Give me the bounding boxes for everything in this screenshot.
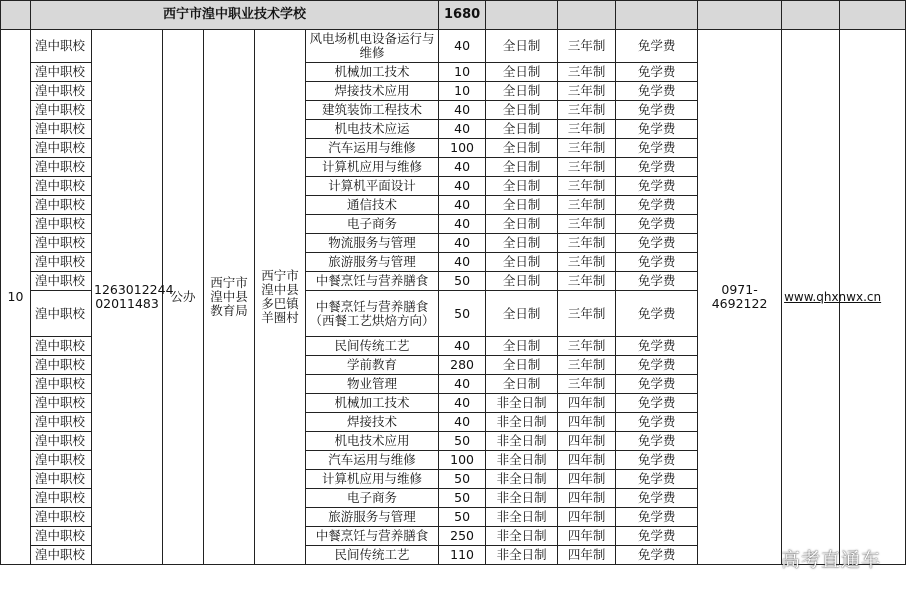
study-mode: 非全日制 — [486, 546, 558, 565]
study-years: 三年制 — [558, 30, 616, 63]
study-years: 三年制 — [558, 215, 616, 234]
enrollment-plan: 40 — [439, 215, 486, 234]
study-mode: 全日制 — [486, 196, 558, 215]
study-mode: 全日制 — [486, 356, 558, 375]
study-years: 三年制 — [558, 375, 616, 394]
table-row — [1, 30, 906, 63]
enrollment-plan: 50 — [439, 432, 486, 451]
study-mode: 非全日制 — [486, 451, 558, 470]
study-years: 三年制 — [558, 63, 616, 82]
study-years: 三年制 — [558, 291, 616, 337]
website-link[interactable]: www.qhxnwx.cn — [782, 30, 840, 565]
enrollment-plan: 40 — [439, 253, 486, 272]
school-short-name: 湟中职校 — [31, 139, 92, 158]
study-years: 三年制 — [558, 177, 616, 196]
study-years: 三年制 — [558, 120, 616, 139]
major-name: 机械加工技术 — [306, 63, 439, 82]
enrollment-plan: 40 — [439, 394, 486, 413]
enrollment-plan: 100 — [439, 451, 486, 470]
major-name: 计算机应用与维修 — [306, 470, 439, 489]
school-title: 西宁市湟中职业技术学校 — [31, 1, 439, 30]
tuition-fee: 免学费 — [616, 470, 698, 489]
tuition-fee: 免学费 — [616, 139, 698, 158]
enrollment-plan: 40 — [439, 30, 486, 63]
tuition-fee: 免学费 — [616, 291, 698, 337]
study-mode: 全日制 — [486, 215, 558, 234]
major-name: 机电技术应用 — [306, 432, 439, 451]
study-years: 四年制 — [558, 527, 616, 546]
school-short-name: 湟中职校 — [31, 356, 92, 375]
study-mode: 非全日制 — [486, 470, 558, 489]
enrollment-plan: 40 — [439, 375, 486, 394]
study-mode: 非全日制 — [486, 432, 558, 451]
major-name: 学前教育 — [306, 356, 439, 375]
enrollment-plan: 50 — [439, 291, 486, 337]
tuition-fee: 免学费 — [616, 101, 698, 120]
study-years: 四年制 — [558, 413, 616, 432]
major-name: 通信技术 — [306, 196, 439, 215]
enrollment-plan: 40 — [439, 120, 486, 139]
tuition-fee: 免学费 — [616, 272, 698, 291]
tuition-fee: 免学费 — [616, 30, 698, 63]
school-short-name: 湟中职校 — [31, 470, 92, 489]
enrollment-plan: 40 — [439, 158, 486, 177]
study-years: 四年制 — [558, 394, 616, 413]
total-plan: 1680 — [439, 1, 486, 30]
major-name: 焊接技术 — [306, 413, 439, 432]
school-short-name: 湟中职校 — [31, 120, 92, 139]
enrollment-plan: 110 — [439, 546, 486, 565]
study-years: 三年制 — [558, 253, 616, 272]
study-years: 三年制 — [558, 196, 616, 215]
study-mode: 非全日制 — [486, 508, 558, 527]
study-mode: 全日制 — [486, 337, 558, 356]
tuition-fee: 免学费 — [616, 527, 698, 546]
major-name: 电子商务 — [306, 215, 439, 234]
study-years: 三年制 — [558, 139, 616, 158]
study-mode: 全日制 — [486, 82, 558, 101]
tuition-fee: 免学费 — [616, 82, 698, 101]
major-name: 汽车运用与维修 — [306, 451, 439, 470]
enrollment-plan: 40 — [439, 413, 486, 432]
tuition-fee: 免学费 — [616, 215, 698, 234]
study-years: 四年制 — [558, 489, 616, 508]
school-authority: 西宁市湟中县教育局 — [204, 30, 255, 565]
study-mode: 全日制 — [486, 139, 558, 158]
school-short-name: 湟中职校 — [31, 337, 92, 356]
major-name: 物业管理 — [306, 375, 439, 394]
major-name: 风电场机电设备运行与维修 — [306, 30, 439, 63]
tuition-fee: 免学费 — [616, 253, 698, 272]
enrollment-plan: 10 — [439, 82, 486, 101]
school-short-name: 湟中职校 — [31, 527, 92, 546]
tuition-fee: 免学费 — [616, 158, 698, 177]
major-name: 物流服务与管理 — [306, 234, 439, 253]
study-years: 四年制 — [558, 470, 616, 489]
study-years: 三年制 — [558, 101, 616, 120]
major-name: 民间传统工艺 — [306, 546, 439, 565]
major-name: 民间传统工艺 — [306, 337, 439, 356]
tuition-fee: 免学费 — [616, 413, 698, 432]
enrollment-plan: 40 — [439, 101, 486, 120]
study-mode: 非全日制 — [486, 413, 558, 432]
study-mode: 全日制 — [486, 234, 558, 253]
tuition-fee: 免学费 — [616, 451, 698, 470]
row-index: 10 — [1, 30, 31, 565]
major-name: 机械加工技术 — [306, 394, 439, 413]
school-short-name: 湟中职校 — [31, 158, 92, 177]
tuition-fee: 免学费 — [616, 432, 698, 451]
school-short-name: 湟中职校 — [31, 546, 92, 565]
school-short-name: 湟中职校 — [31, 63, 92, 82]
study-mode: 全日制 — [486, 158, 558, 177]
enrollment-plan: 100 — [439, 139, 486, 158]
contact-phone: 0971-4692122 — [698, 30, 782, 565]
study-mode: 全日制 — [486, 291, 558, 337]
school-short-name: 湟中职校 — [31, 413, 92, 432]
major-name: 计算机应用与维修 — [306, 158, 439, 177]
school-short-name: 湟中职校 — [31, 291, 92, 337]
school-code: 1263012244 02011483 — [92, 30, 163, 565]
school-header-row — [1, 1, 906, 30]
enrollment-plan: 280 — [439, 356, 486, 375]
tuition-fee: 免学费 — [616, 177, 698, 196]
major-name: 中餐烹饪与营养膳食 — [306, 527, 439, 546]
study-mode: 全日制 — [486, 30, 558, 63]
tuition-fee: 免学费 — [616, 120, 698, 139]
enrollment-plan: 40 — [439, 234, 486, 253]
major-name: 中餐烹饪与营养膳食（西餐工艺烘焙方向） — [306, 291, 439, 337]
tuition-fee: 免学费 — [616, 394, 698, 413]
school-short-name: 湟中职校 — [31, 101, 92, 120]
study-mode: 全日制 — [486, 120, 558, 139]
study-years: 四年制 — [558, 546, 616, 565]
study-years: 四年制 — [558, 451, 616, 470]
study-mode: 全日制 — [486, 101, 558, 120]
study-years: 三年制 — [558, 158, 616, 177]
major-name: 中餐烹饪与营养膳食 — [306, 272, 439, 291]
study-mode: 全日制 — [486, 272, 558, 291]
enrollment-plan: 50 — [439, 489, 486, 508]
school-short-name: 湟中职校 — [31, 451, 92, 470]
tuition-fee: 免学费 — [616, 196, 698, 215]
school-short-name: 湟中职校 — [31, 30, 92, 63]
study-years: 四年制 — [558, 508, 616, 527]
study-mode: 非全日制 — [486, 394, 558, 413]
tuition-fee: 免学费 — [616, 546, 698, 565]
study-years: 三年制 — [558, 356, 616, 375]
school-short-name: 湟中职校 — [31, 177, 92, 196]
major-name: 焊接技术应用 — [306, 82, 439, 101]
school-short-name: 湟中职校 — [31, 253, 92, 272]
school-short-name: 湟中职校 — [31, 82, 92, 101]
school-short-name: 湟中职校 — [31, 432, 92, 451]
tuition-fee: 免学费 — [616, 63, 698, 82]
tuition-fee: 免学费 — [616, 234, 698, 253]
major-name: 旅游服务与管理 — [306, 253, 439, 272]
tuition-fee: 免学费 — [616, 508, 698, 527]
study-years: 三年制 — [558, 234, 616, 253]
school-short-name: 湟中职校 — [31, 272, 92, 291]
study-years: 三年制 — [558, 272, 616, 291]
study-mode: 全日制 — [486, 375, 558, 394]
major-name: 计算机平面设计 — [306, 177, 439, 196]
major-name: 汽车运用与维修 — [306, 139, 439, 158]
enrollment-plan: 10 — [439, 63, 486, 82]
enrollment-plan: 50 — [439, 470, 486, 489]
major-name: 旅游服务与管理 — [306, 508, 439, 527]
watermark-text: 高考直通车 — [780, 549, 881, 571]
study-mode: 非全日制 — [486, 527, 558, 546]
school-short-name: 湟中职校 — [31, 508, 92, 527]
enrollment-plan: 40 — [439, 177, 486, 196]
study-years: 三年制 — [558, 337, 616, 356]
school-address: 西宁市湟中县多巴镇羊圈村 — [255, 30, 306, 565]
study-years: 三年制 — [558, 82, 616, 101]
major-name: 电子商务 — [306, 489, 439, 508]
study-mode: 非全日制 — [486, 489, 558, 508]
enrollment-plan: 50 — [439, 272, 486, 291]
study-mode: 全日制 — [486, 177, 558, 196]
school-type: 公办 — [163, 30, 204, 565]
enrollment-plan: 50 — [439, 508, 486, 527]
enrollment-plan: 40 — [439, 196, 486, 215]
school-short-name: 湟中职校 — [31, 215, 92, 234]
tuition-fee: 免学费 — [616, 375, 698, 394]
study-mode: 全日制 — [486, 253, 558, 272]
study-mode: 全日制 — [486, 63, 558, 82]
school-short-name: 湟中职校 — [31, 196, 92, 215]
school-short-name: 湟中职校 — [31, 394, 92, 413]
school-short-name: 湟中职校 — [31, 489, 92, 508]
study-years: 四年制 — [558, 432, 616, 451]
major-name: 建筑装饰工程技术 — [306, 101, 439, 120]
tuition-fee: 免学费 — [616, 337, 698, 356]
school-short-name: 湟中职校 — [31, 375, 92, 394]
enrollment-plan: 250 — [439, 527, 486, 546]
tuition-fee: 免学费 — [616, 489, 698, 508]
major-name: 机电技术应运 — [306, 120, 439, 139]
enrollment-plan: 40 — [439, 337, 486, 356]
tuition-fee: 免学费 — [616, 356, 698, 375]
school-short-name: 湟中职校 — [31, 234, 92, 253]
